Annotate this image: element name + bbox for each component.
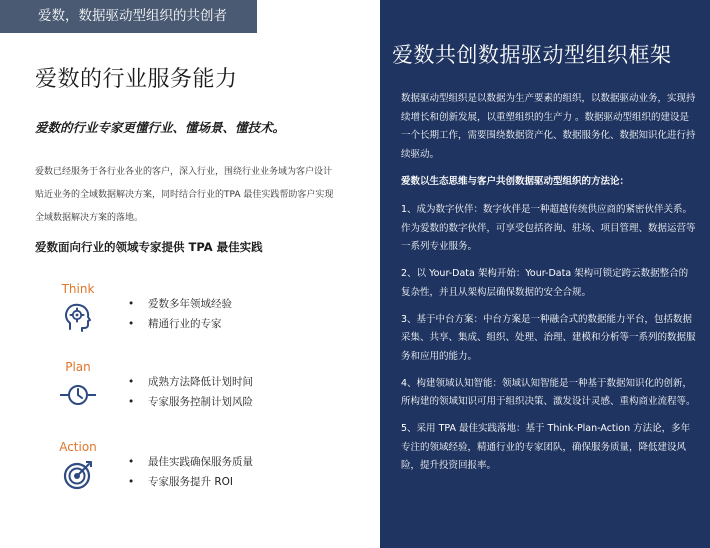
stage-plan-bullets — [128, 372, 253, 412]
tpa-section-heading: 爱数面向行业的领域专家提供 TPA 最佳实践 — [35, 240, 263, 254]
intro-paragraph: 爱数已经服务于各行业各业的客户，深入行业，围绕行业业务域为客户设计贴近业务的全域数据解决方案，同时结合行业的TPA 最佳实践帮助客户实现全域数据解决方案的落地。 — [35, 167, 334, 223]
list-item: • 专家服务提升 ROI — [128, 476, 233, 488]
stage-think — [45, 282, 345, 352]
stage-label-action: Action — [59, 440, 97, 454]
framework-panel — [380, 0, 710, 548]
list-item: • 成熟方法降低计划时间 — [128, 376, 253, 388]
method-point: 5、采用 TPA 最佳实践落地：基于 Think-Plan-Action 方法论，多年专注的领域经验，精通行业的专家团队，确保服务质量，降低建设风险，提升投资回报率。 — [401, 423, 691, 471]
stage-action-bullets — [128, 452, 253, 492]
stage-plan — [45, 360, 345, 430]
list-item: • 爱数多年领域经验 — [128, 298, 232, 310]
clock-icon — [48, 377, 108, 413]
method-heading: 爱数以生态思维与客户共创数据驱动型组织的方法论： — [401, 175, 630, 187]
page-title: 爱数的行业服务能力 — [35, 67, 238, 92]
list-item: • 最佳实践确保服务质量 — [128, 456, 253, 468]
list-item: • 精通行业的专家 — [128, 318, 222, 330]
list-item: • 专家服务控制计划风险 — [128, 396, 253, 408]
stage-label-plan: Plan — [65, 360, 91, 374]
stage-label-think: Think — [61, 282, 95, 296]
method-point: 3、基于中台方案：中台方案是一种融合式的数据能力平台，包括数据采集、共享、集成、组织、处理、治理、建模和分析等一系列的数据服务和应用的能力。 — [401, 313, 696, 362]
head-gear-icon — [60, 299, 96, 335]
stage-think-bullets — [128, 294, 232, 334]
stage-action — [45, 440, 345, 510]
method-point: 1、成为数字伙伴：数字伙伴是一种超越传统供应商的紧密伙伴关系。作为爱数的数字伙伴，可享受包括咨询、驻场、项目管理、数据运营等一系列专业服务。 — [401, 204, 696, 252]
method-point: 4、构建领域认知智能：领域认知智能是一种基于数据知识化的创新，所构建的领域知识可用于组织决策、激发设计灵感、重构商业流程等。 — [401, 377, 696, 407]
header-tag: 爱数，数据驱动型组织的共创者 — [0, 0, 257, 33]
panel-title: 爱数共创数据驱动型组织框架 — [392, 43, 672, 67]
subtitle: 爱数的行业专家更懂行业、懂场景、懂技术。 — [35, 120, 286, 135]
target-icon — [60, 457, 96, 493]
method-point: 2、以 Your-Data 架构开始：Your-Data 架构可锁定跨云数据整合的复杂性，并且从架构层确保数据的安全合规。 — [401, 268, 689, 298]
panel-body — [401, 90, 697, 484]
panel-intro: 数据驱动型组织是以数据为生产要素的组织，以数据驱动业务，实现持续增长和创新发展，以重塑组织的生产力 。数据驱动型组织的建设是一个长期工作，需要围绕数据资产化、数据服务化、数据知识化进行持续驱动。 — [401, 93, 696, 160]
